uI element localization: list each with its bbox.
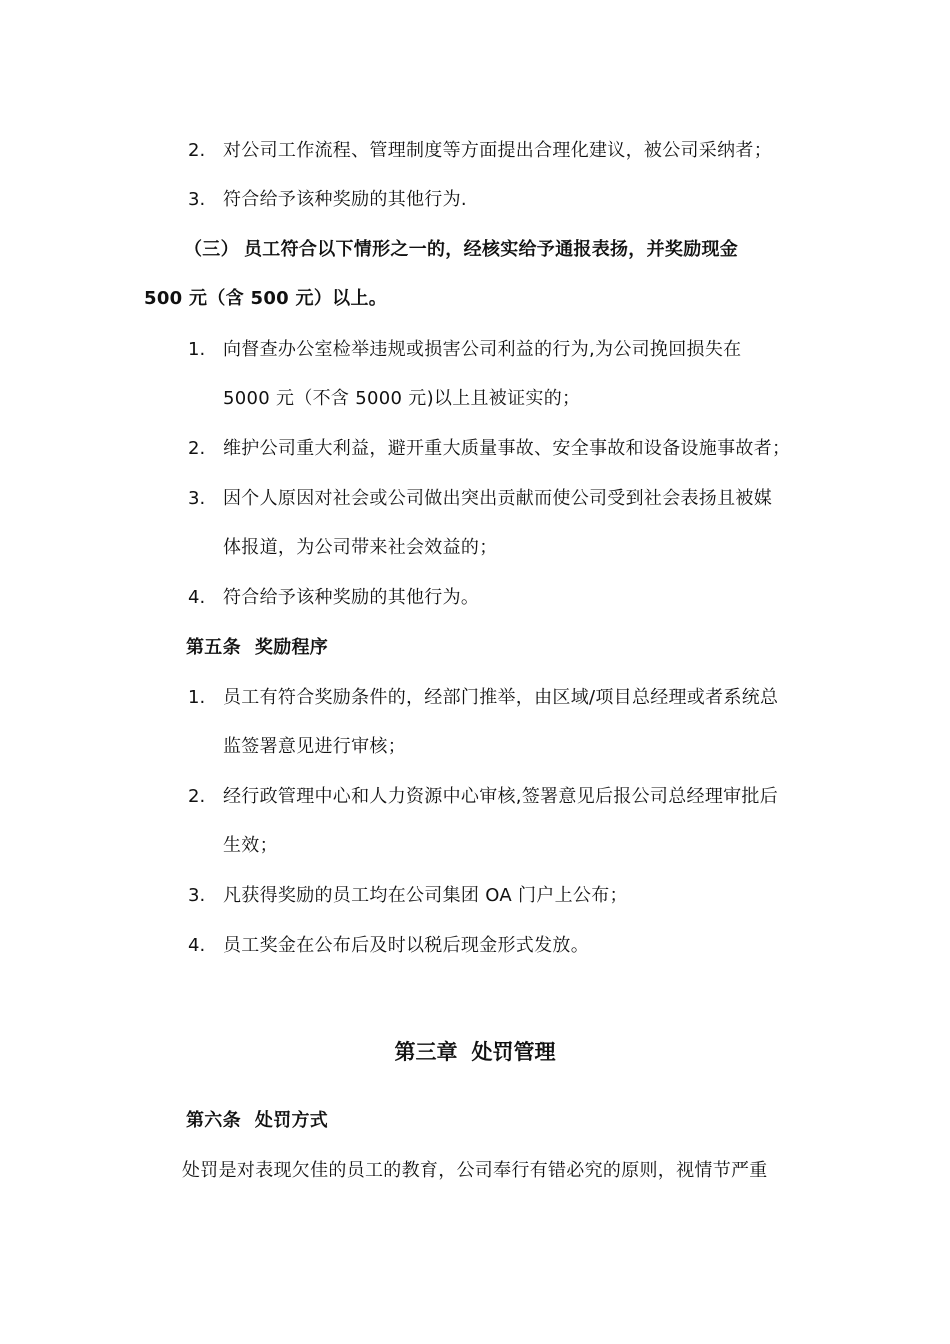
list-item-text: 员工奖金在公布后及时以税后现金形式发放。 (223, 935, 589, 956)
article-title: 奖励程序 (254, 637, 329, 658)
section-label: （三） (184, 239, 239, 260)
list-item-text: 符合给予该种奖励的其他行为。 (223, 587, 480, 608)
list-number: 1. (188, 687, 206, 708)
chapter-number: 第三章 (394, 1040, 458, 1064)
article-heading (186, 1109, 328, 1133)
list-number: 1. (188, 339, 206, 360)
section-heading-continued: 500 元（含 500 元）以上。 (144, 288, 388, 309)
list-number: 2. (188, 786, 206, 807)
article-title: 处罚方式 (254, 1110, 329, 1131)
list-item-text: 维护公司重大利益，避开重大质量事故、安全事故和设备设施事故者； (223, 438, 791, 459)
section-heading: 员工符合以下情形之一的，经核实给予通报表扬，并奖励现金 (244, 239, 739, 260)
list-number: 3. (188, 885, 206, 906)
article-number: 第五条 (186, 637, 241, 658)
list-number: 2. (188, 438, 206, 459)
list-item-text: 因个人原因对社会或公司做出突出贡献而使公司受到社会表扬且被媒 (223, 488, 772, 509)
paragraph-text: 处罚是对表现欠佳的员工的教育，公司奉行有错必究的原则，视情节严重 (182, 1160, 768, 1181)
chapter-heading (0, 1038, 950, 1066)
article-number: 第六条 (186, 1110, 241, 1131)
chapter-title: 处罚管理 (471, 1040, 556, 1064)
list-number: 2. (188, 140, 206, 161)
list-item-text-continued: 监签署意见进行审核； (223, 736, 406, 757)
list-item-text: 员工有符合奖励条件的，经部门推举，由区域/项目总经理或者系统总 (223, 687, 779, 708)
list-number: 4. (188, 935, 206, 956)
list-number: 4. (188, 587, 206, 608)
list-item-text: 符合给予该种奖励的其他行为. (223, 189, 467, 210)
list-item-text-continued: 5000 元（不含 5000 元)以上且被证实的； (223, 388, 581, 409)
list-item-text-continued: 体报道，为公司带来社会效益的； (223, 537, 498, 558)
list-number: 3. (188, 189, 206, 210)
list-item-text: 向督查办公室检举违规或损害公司利益的行为,为公司挽回损失在 (223, 339, 742, 360)
list-item-text: 经行政管理中心和人力资源中心审核,签署意见后报公司总经理审批后 (223, 786, 779, 807)
list-item-text: 凡获得奖励的员工均在公司集团 OA 门户上公布； (223, 885, 628, 906)
article-heading (186, 636, 328, 660)
list-number: 3. (188, 488, 206, 509)
list-item-text: 对公司工作流程、管理制度等方面提出合理化建议，被公司采纳者； (223, 140, 772, 161)
list-item-text-continued: 生效； (223, 835, 278, 856)
